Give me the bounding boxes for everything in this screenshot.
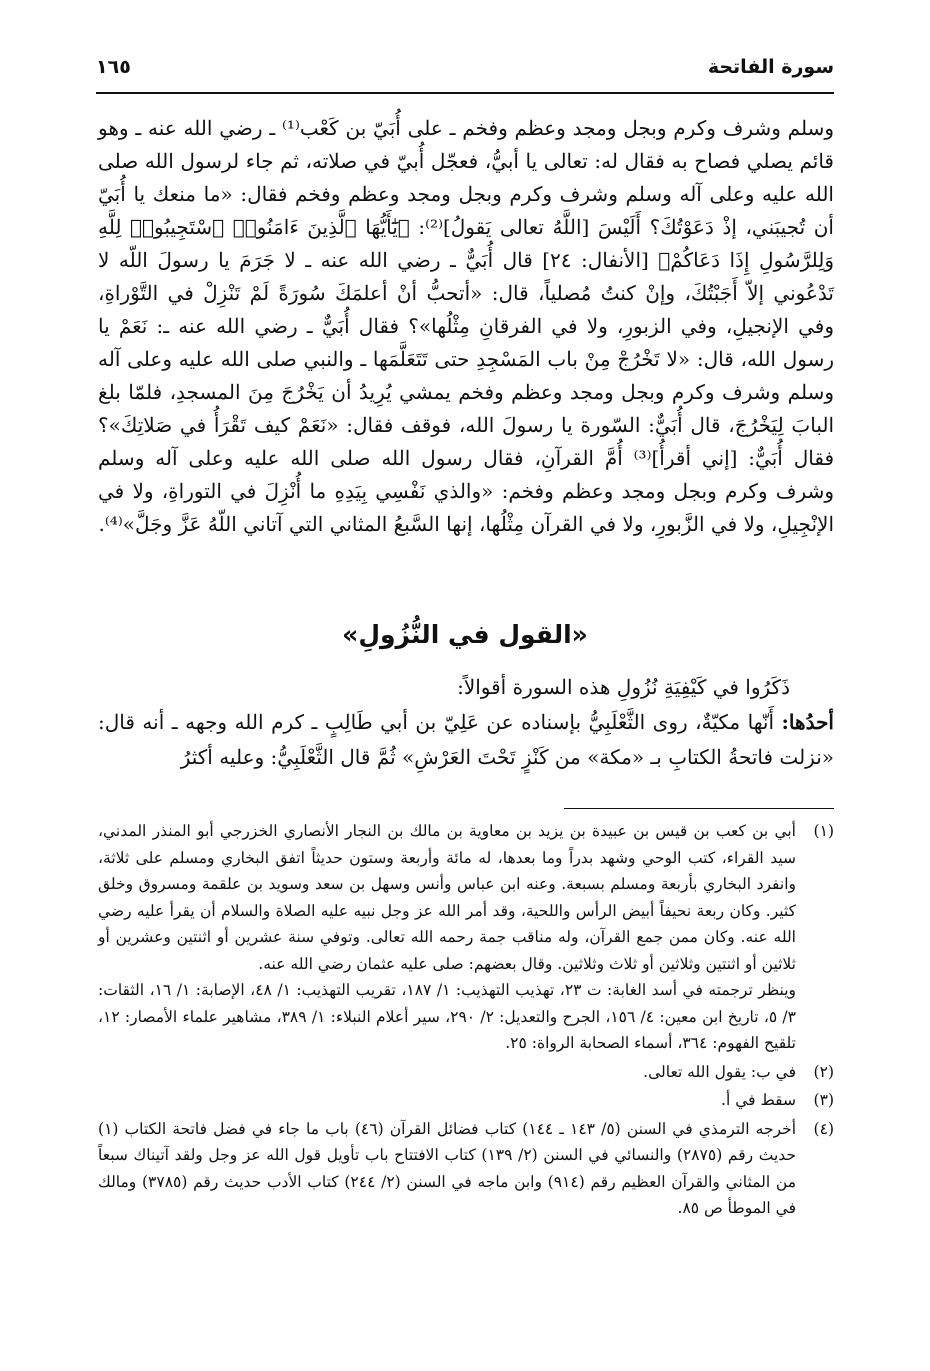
- running-header: [96, 52, 834, 94]
- footnote-number: (٢): [813, 1062, 834, 1081]
- first-opinion-lead: أحدُها:: [781, 710, 834, 734]
- section-body: [98, 670, 834, 775]
- footnote-4: [98, 1116, 834, 1222]
- footnote-3: [98, 1087, 834, 1114]
- section-intro: ذَكَرُوا في كَيْفِيَةِ نُزُولِ هذه السورة أقوالاً:: [457, 675, 790, 699]
- footnote-number: (٣): [813, 1091, 834, 1109]
- footnote-number: (٤): [813, 1119, 834, 1138]
- section-heading: «القول في النُّزُولِ»: [342, 620, 588, 649]
- hadith-paragraph: وسلم وشرف وكرم وبجل ومجد وعظم وفخم ـ على أُبَيّ بن كَعْب⁽¹⁾ ـ رضي الله عنه ـ وهو قائم يصلي فصاح به فقال له: تعالى يا أبيُّ، فعجّل أُبيّ في صلاته، ثم جاء لرسول الله صلى الله عليه وعلى آله وسلم وشرف وكرم وبجل ومجد وعظم وفخم فقال: «ما منعك يا أُبَيّ أن تُجيبَني، إذْ دَعَوْتُكَ؟ أَلَيْسَ [اللَّهُ تعالى يَقولُ]⁽²⁾: ﴿يَٰٓأَيُّهَا ٱلَّذِينَ ءَامَنُوا۟ ٱسْتَجِيبُوا۟ لِلَّهِ وَلِلرَّسُولِ إِذَا دَعَاكُمْ﴾ [الأنفال: ٢٤] قال أُبَيٌّ ـ رضي الله عنه ـ لا جَرَمَ يا رسولَ اللّه لا تَدْعُوني إلاّ أَجَبْتُكَ، وإنْ كنتُ مُصلياً، قال: «أتحبُّ أنْ أعلمَكَ سُورَةً لَمْ تَنْزِلْ في التَّوْراةِ، وفي الإنجيلِ، وفي الزبورِ، ولا في الفرقانِ مِثْلُها»؟ فقال أُبَيٌّ ـ رضي الله عنه ـ: نَعَمْ يا رسول الله، قال: «لا تَخْرُجْ مِنْ باب المَسْجِدِ حتى تَتَعَلَّمَها ـ والنبي صلى الله عليه وعلى آله وسلم وشرف وكرم وبجل ومجد وعظم وفخم يمشي يُرِيدُ أن يَخْرُجَ مِنَ المسجدِ، فلمّا بلغ البابَ لِيَخْرُجَ، قال أُبَيٌّ: السّورة يا رسولَ الله، فوقف فقال: «نَعَمْ كيف تَقْرَأُ في صَلاتِكَ»؟ فقال أُبَيٌّ: [إني أقرأُ]⁽³⁾ أُمَّ القرآنِ، فقال رسول الله صلى الله عليه وعلى آله وسلم وشرف وكرم وبجل ومجد وعظم وفخم: «والذي نَفْسِي بِيَدِهِ ما أُنْزِلَ في التوراةِ، ولا في الإنْجِيلِ، ولا في الزَّبورِ، ولا في القرآن مِثْلُها، إنها السَّبعُ المثاني التي آتاني اللّهُ عَزَّ وجَلَّ»⁽⁴⁾.: [98, 116, 835, 536]
- first-opinion-text: أَنّها مكيّةٌ، روى الثَّعْلَبِيُّ بإسناده عن عَلِيّ بن أبي طَالِبٍ ـ كرم الله وجهه ـ أنه قال: «نزلت فاتحةُ الكتابِ بـ «مكة» من كَنْزٍ تَحْتَ العَرْشِ» ثُمَّ قال الثَّعْلَبِيُّ: وعليه أكثرُ: [98, 710, 834, 769]
- surah-title: سورة الفاتحة: [698, 56, 834, 78]
- page-number: ١٦٥: [96, 56, 141, 78]
- footnote-text: أخرجه الترمذي في السنن (٥/ ١٤٣ ـ ١٤٤) كتاب فضائل القرآن (٤٦) باب ما جاء في فضل فاتحة الكتاب (١) حديث رقم (٢٨٧٥) والنسائي في السنن (٢/ ١٣٩) كتاب الافتتاح باب تأويل قول الله عز وجل ولقد آتيناك سبعاً من المثاني والقرآن العظيم رقم (٩١٤) وابن ماجه في السنن (٢/ ٢٤٤) كتاب الأدب حديث رقم (٣٧٨٥) ومالك في الموطأ ص ٨٥.: [98, 1119, 796, 1217]
- footnote-text: أبي بن كعب بن قيس بن عبيدة بن يزيد بن معاوية بن مالك بن النجار الأنصاري الخزرجي أبو المنذر المدني، سيد القراء، كتب الوحي وشهد بدراً وما بعدها، له مائة وأربعة وستون حديثاً اتفق البخاري ومسلم على ثلاثة، وانفرد البخاري بأربعة ومسلم بسبعة. وعنه ابن عباس وأنس وسهل بن سعد وسويد بن علقمة ومسروق وخلق كثير. وكان ربعة نحيفاً أبيض الرأس واللحية، وقد أمر الله عز وجل نبيه عليه الصلاة والسلام أن يقرأ عليه رضي الله عنه. وكان ممن جمع القرآن، وله مناقب جمة رحمه الله تعالى. وتوفي سنة عشرين أو اثنتين وعشرين أو ثلاثين أو اثنتين وثلاثين أو ثلاث وثلاثين. وقال بعضهم: صلى عليه عثمان رضي الله عنه.: [98, 822, 796, 973]
- footnote-text: سقط في أ.: [721, 1091, 796, 1109]
- footnote-number: (١): [813, 822, 834, 840]
- first-opinion: [98, 705, 834, 775]
- footnote-separator: [564, 808, 834, 809]
- footnote-1: [98, 818, 834, 1057]
- footnote-text: وينظر ترجمته في أسد الغابة: ت ٢٣، تهذيب التهذيب: ١/ ١٨٧، تقريب التهذيب: ١/ ٤٨، الإصابة: ١/ ١٦، الثقات: ٣/ ٥، تاريخ ابن معين: ٤/ ١٥٦، الجرح والتعديل: ٢/ ٢٩٠، سير أعلام النبلاء: ١/ ٣٨٩، مشاهير علماء الأمصار: ١٢، تلقيح الفهوم: ٣٦٤، أسماء الصحابة الرواة: ٢٥.: [98, 981, 797, 1052]
- footnote-text: في ب: يقول الله تعالى.: [643, 1062, 796, 1081]
- footnote-2: [98, 1059, 834, 1086]
- footnotes: [98, 818, 834, 1224]
- main-body-text: [98, 112, 834, 541]
